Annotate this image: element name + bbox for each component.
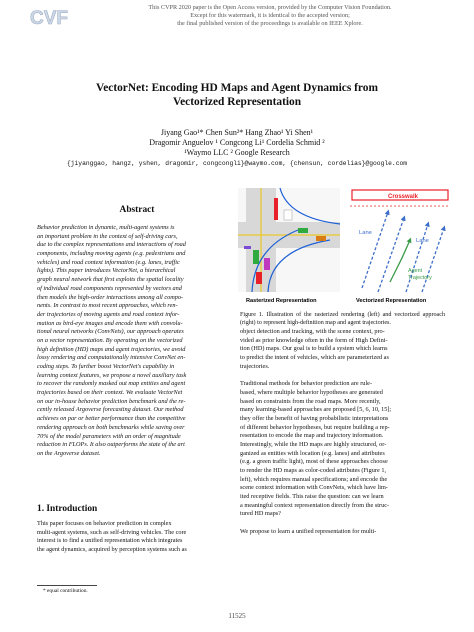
text-line: 70% of the model parameters with an order of magnitude [37,432,181,440]
watermark-line-3: the final published version of the proceedings is available on IEEE Xplore. [177,20,363,27]
text-line: to predict the intent of vehicles, which are parameterized as [240,354,389,362]
text-line: trajectories. [240,362,270,370]
text-line: interest is to find a unified representation which integrates [37,537,183,545]
text-line: tional neural networks (ConvNets), our approach operates [37,328,184,336]
text-line: of individual road components represented by vectors and [37,284,182,292]
footnote-rule [37,585,97,586]
affiliation-line: ¹Waymo LLC ² Google Research [184,148,290,157]
text-line: to render the HD maps as color-coded attributes (Figure 1, [240,467,387,474]
lane-label-2: Lane [416,238,429,244]
figure-1-caption: Figure 1. Illustration of the rasterized rendering (left) and vectorized approach (right) to represent high-definition map and agent trajectories. [240,312,445,327]
text-line: tion (HD) maps. Our goal is to build a system which learns [240,345,388,353]
text-line: based on constraints from the road maps. More recently, [240,397,381,405]
text-line: This paper focuses on behavior prediction in complex [37,520,172,527]
text-line: coding steps. To further boost VectorNet's capability in [37,363,175,370]
footnote: * equal contribution. [43,588,88,594]
text-line: trajectories based on their context. We evaluate VectorNet [37,389,183,397]
text-line: resentation to encode the map and trajectory information. [240,432,384,440]
text-line: of different behavior hypotheses, but require building a rep- [240,423,390,431]
page-number: 11525 [228,612,246,620]
crosswalk-label: Crosswalk [388,194,419,200]
watermark-line-1: This CVPR 2020 paper is the Open Access version, provided by the Computer Vision Foundation. [148,4,392,11]
text-line: (e.g. a green traffic light), most of these approaches choose [240,458,388,466]
text-line: ganized as entities with location (e.g. lanes) and attributes [240,449,385,457]
text-line: an important problem in the context of self-driving cars, [37,232,178,240]
text-line: We propose to learn a unified representation for multi- [240,527,377,535]
text-line: vehicles) and road context information (e.g. lanes, traffic [37,258,180,266]
text-line: Interestingly, while the HD maps are highly structured, or- [240,440,387,448]
vectorized-label: Vectorized Representation [356,298,427,304]
agent-label-2: Trajectory [408,275,432,281]
text-line: the agent dynamics, acquired by perception systems such as [37,546,187,554]
text-line: they offer the benefit of having probabilistic interpretations [240,414,389,422]
text-line: achieves on par or better performance than the competitive [37,415,186,423]
text-line [240,371,445,380]
figure-1 [238,188,452,308]
text-line: due to the complex representations and interactions of road [37,241,186,249]
text-line: cently released Argoverse forecasting dataset. Our method [37,406,184,414]
text-line: object detection and tracking, with the scene context, pro- [240,328,385,335]
agent-label-1: Agent [408,268,423,274]
text-line [240,519,445,528]
author-emails: {jiyanggao, hangz, yshen, dragomir, congcongli}@waymo.com, {chensun, cordelias}@google.com [66,160,408,167]
text-line: rendering approach on both benchmarks while saving over [37,423,185,431]
text-line: on the Argoverse dataset. [37,449,101,457]
text-line: nents. In contrast to most recent approaches, which ren- [37,302,178,310]
text-line: graph neural network that first exploits the spatial locality [37,276,184,284]
text-line: ited receptive fields. This raise the question: can we learn [240,493,384,501]
text-line: high definition (HD) maps and agent trajectories, we avoid [37,345,186,353]
abstract-body [37,224,237,459]
author-line-1: Jiyang Gao¹* Chen Sun²* Hang Zhao¹ Yi Shen¹ [160,128,314,137]
text-line: der trajectories of moving agents and road context infor- [37,310,180,318]
text-line: Traditional methods for behavior prediction are rule- [240,380,373,388]
text-line: based, where multiple behavior hypotheses are generated [240,388,383,396]
text-line: lossy rendering and computationally intensive ConvNet en- [37,354,186,362]
rasterized-panel [238,188,340,292]
text-line: components, including moving agents (e.g. pedestrians and [37,250,186,258]
text-line: lights). This paper introduces VectorNet, a hierarchical [37,267,176,275]
paper-title-line-2: Vectorized Representation [172,96,302,108]
text-line: scene context information with ConvNets, which have lim- [240,484,388,492]
text-line: a meaningful context representation directly from the struc- [240,501,390,509]
text-line: mation as bird-eye images and encode them with convolu- [37,319,183,327]
text-line: then models the high-order interactions among all compo- [37,293,184,301]
text-line: on a vector representation. By operating on the vectorized [37,336,183,344]
text-line: Behavior prediction in dynamic, multi-agent systems is [37,224,175,231]
text-line: learning context features, we propose a novel auxiliary task [37,371,187,379]
text-line: vided as prior knowledge often in the form of High Defini- [240,336,388,344]
vectorized-panel [348,188,452,292]
paper-title-line-1: VectorNet: Encoding HD Maps and Agent Dynamics from [96,82,378,94]
cvf-logo [28,4,68,29]
abstract-heading: Abstract [119,205,155,215]
text-line: multi-agent systems, such as self-driving vehicles. The core [37,528,187,536]
rasterized-label: Rasterized Representation [246,298,317,304]
text-line: to recover the randomly masked out map entities and agent [37,380,186,388]
author-line-2: Dragomir Anguelov ¹ Congcong Li¹ Cordelia Schmid ² [149,138,325,147]
text-line: left), which requires manual specifications; and encode the [240,475,388,483]
intro-body [37,520,237,555]
text-line: on our in-house behavior prediction benchmark and the re- [37,397,186,405]
watermark-line-2: Except for this watermark, it is identical to the accepted version; [190,12,350,19]
text-line: tured HD maps? [240,510,281,518]
intro-heading: 1. Introduction [37,504,98,514]
text-line: reduction in FLOPs. It also outperforms the state of the art [37,441,185,449]
cvf-logo-text: CVF [30,8,68,29]
right-column-body [240,328,445,537]
text-line: many learning-based approaches are proposed [5, 6, 10, 15]; [240,406,392,414]
lane-label-1: Lane [359,230,372,236]
